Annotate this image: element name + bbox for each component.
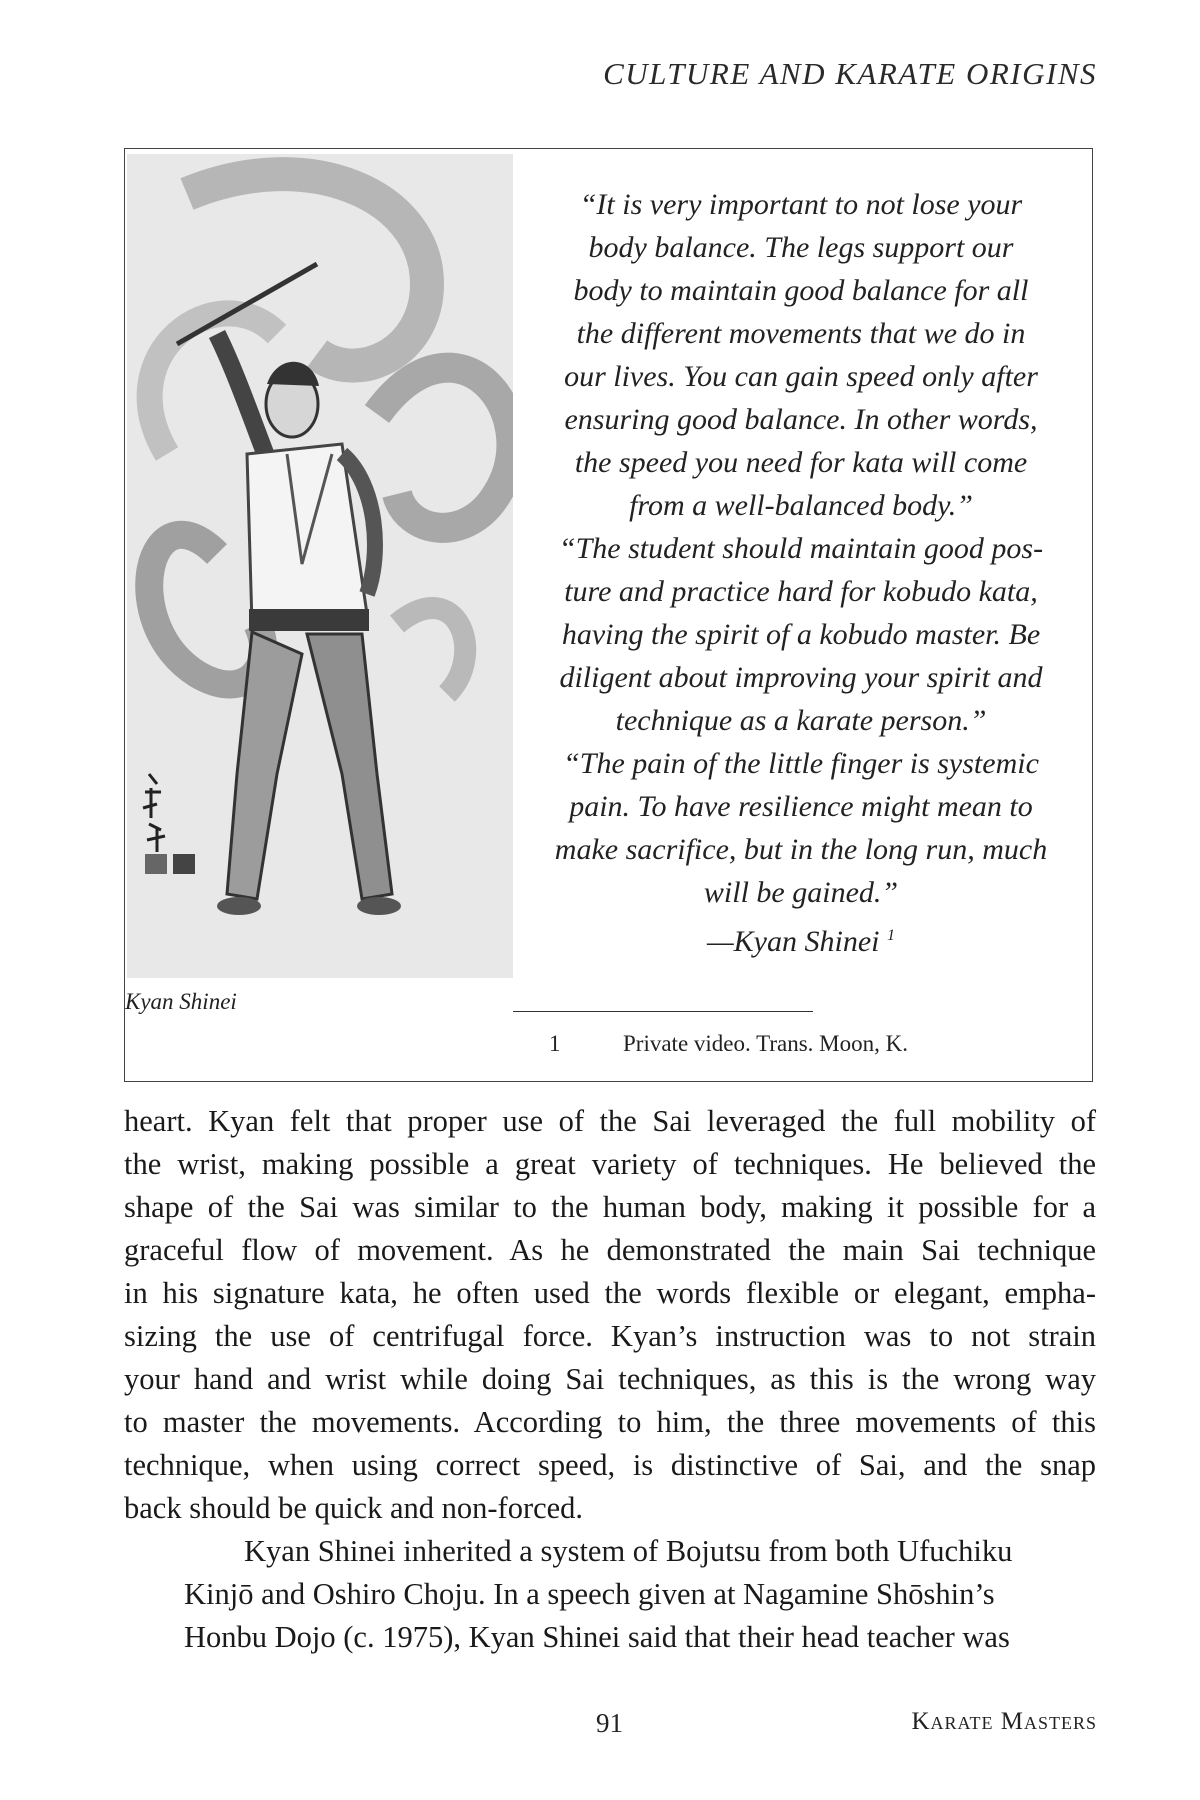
quote-paragraph (521, 527, 1081, 742)
running-head: CULTURE AND KARATE ORIGINS (603, 56, 1097, 91)
quote-line: body to maintain good balance for all (573, 274, 1029, 307)
body-line: in his signature kata, he often used the words flexible or elegant, empha- (124, 1276, 1096, 1310)
quote-paragraph (521, 742, 1081, 914)
ink-painting-image (127, 154, 513, 978)
body-line: graceful flow of movement. As he demonstrated the main Sai technique (124, 1233, 1096, 1267)
body-line: shape of the Sai was similar to the human body, making it possible for a (124, 1190, 1096, 1224)
attribution-text: —Kyan Shinei (707, 925, 880, 958)
body-line: Honbu Dojo (c. 1975), Kyan Shinei said that their head teacher was (184, 1620, 1010, 1654)
body-line: Kinjō and Oshiro Choju. In a speech given at Nagamine Shōshin’s (184, 1577, 995, 1611)
body-line: technique, when using correct speed, is distinctive of Sai, and the snap (124, 1448, 1096, 1482)
body-paragraph (124, 1100, 1096, 1530)
quote-line: “The pain of the little finger is systemic (563, 747, 1039, 780)
footnote-text: Private video. Trans. Moon, K. (623, 1031, 908, 1056)
quote-line: ture and practice hard for kobudo kata, (564, 575, 1038, 608)
quote-line: from a well-balanced body.” (629, 489, 973, 522)
page-number: 91 (596, 1708, 623, 1738)
sidebar-box (124, 148, 1093, 1082)
quote-line: pain. To have resilience might mean to (569, 790, 1033, 823)
body-line: to master the movements. According to him, the three movements of this (124, 1405, 1096, 1439)
footnote-rule (513, 1011, 813, 1012)
quote-paragraph (521, 183, 1081, 527)
footnote (549, 1031, 908, 1057)
footnote-reference[interactable]: 1 (887, 927, 895, 944)
body-text (124, 1100, 1096, 1659)
quote-line: “The student should maintain good pos- (558, 532, 1044, 565)
body-line: back should be quick and non-forced. (124, 1491, 584, 1525)
quote-line: body balance. The legs support our (588, 231, 1014, 264)
quote-line: having the spirit of a kobudo master. Be (561, 618, 1041, 651)
quote-line: the different movements that we do in (576, 317, 1026, 350)
body-paragraph (124, 1530, 1096, 1659)
quote-line: the speed you need for kata will come (574, 446, 1028, 479)
footnote-number: 1 (549, 1031, 561, 1056)
body-line: heart. Kyan felt that proper use of the Sai leveraged the full mobility of (124, 1104, 1096, 1138)
kyan-shinei-ink-painting (127, 154, 513, 978)
figure-caption: Kyan Shinei (125, 989, 237, 1014)
running-foot-book-title: Karate Masters (911, 1708, 1097, 1735)
quote-line: diligent about improving your spirit and (559, 661, 1043, 694)
quote-line: technique as a karate person.” (615, 704, 987, 737)
body-line: the wrist, making possible a great variety of techniques. He believed the (124, 1147, 1096, 1181)
body-line: sizing the use of centrifugal force. Kyan’s instruction was to not strain (124, 1319, 1096, 1353)
quote-line: “It is very important to not lose your (579, 188, 1023, 221)
body-line: your hand and wrist while doing Sai techniques, as this is the wrong way (124, 1362, 1096, 1396)
quote-line: will be gained.” (703, 876, 899, 909)
quote-line: our lives. You can gain speed only after (564, 360, 1038, 393)
body-line: Kyan Shinei inherited a system of Bojutsu from both Ufuchiku (244, 1534, 1013, 1568)
quote-line: ensuring good balance. In other words, (564, 403, 1038, 436)
quote-block (521, 183, 1081, 963)
quote-attribution (521, 914, 1081, 963)
quote-line: make sacrifice, but in the long run, much (554, 833, 1048, 866)
